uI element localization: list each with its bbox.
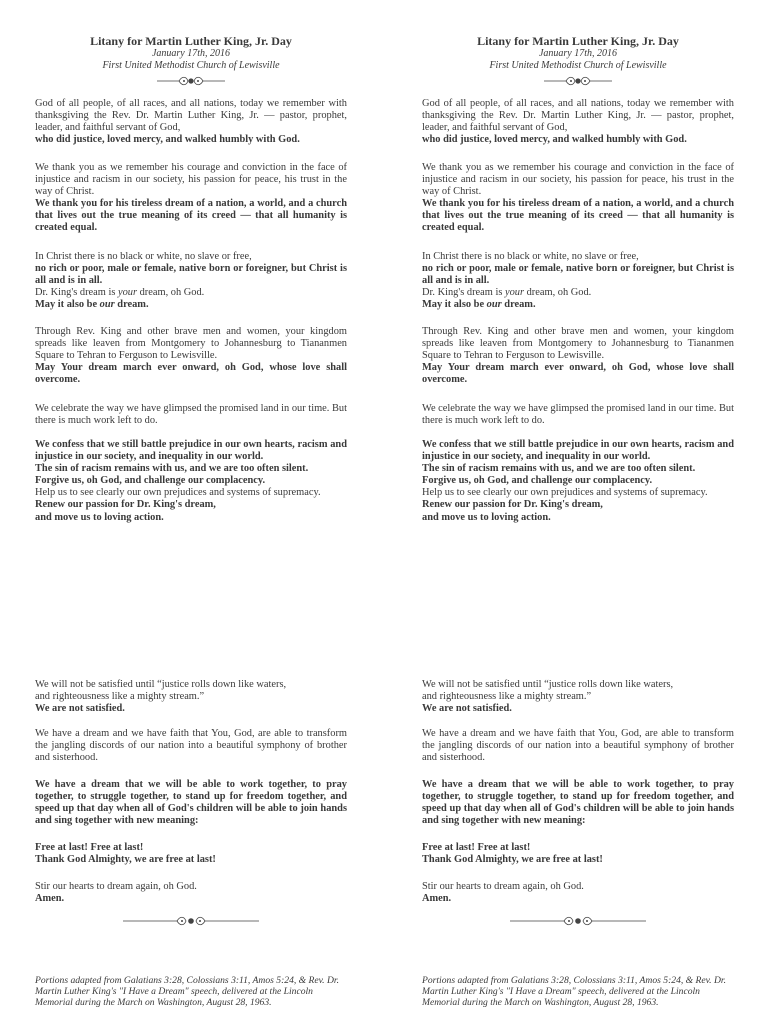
text-line: Thank God Almighty, we are free at last! bbox=[422, 854, 603, 866]
text-line: Renew our passion for Dr. King's dream, bbox=[422, 499, 603, 511]
text-line: We thank you for his tireless dream of a nation, a world, and a church that lives out the true meaning of its creed — that all humanity is created equal. bbox=[35, 198, 347, 234]
text-line: Amen. bbox=[422, 893, 452, 905]
text-line: We thank you as we remember his courage and conviction in the face of injustice and racism in our society, his passion for peace, his trust in the way of Christ. bbox=[422, 162, 734, 198]
text-line: your bbox=[117, 287, 138, 299]
paragraph-leaven bbox=[35, 326, 347, 386]
church-name: First United Methodist Church of Lewisville bbox=[489, 60, 667, 71]
text-line: no rich or poor, male or female, native born or foreigner, but Christ is all and is in all. bbox=[422, 263, 734, 287]
paragraph-thank bbox=[35, 162, 347, 235]
paragraph-in-christ bbox=[35, 251, 347, 311]
text-line: We confess that we still battle prejudice in our own hearts, racism and injustice in our society, and inequality in our world. bbox=[422, 439, 734, 463]
text-line: We celebrate the way we have glimpsed the promised land in our time. But there is much work left to do. bbox=[422, 403, 734, 427]
text-line bbox=[422, 162, 734, 235]
text-line bbox=[422, 679, 734, 715]
text-line: Renew our passion for Dr. King's dream, bbox=[35, 499, 216, 511]
paragraph-faith bbox=[422, 728, 734, 764]
text-line bbox=[35, 679, 347, 715]
text-line bbox=[422, 842, 734, 866]
service-date: January 17th, 2016 bbox=[151, 48, 231, 59]
text-line: Dr. King's dream is bbox=[35, 287, 118, 299]
text-line: no rich or poor, male or female, native born or foreigner, but Christ is all and is in all. bbox=[35, 263, 347, 287]
text-line: Through Rev. King and other brave men and women, your kingdom spreads like leaven from Montgomery to Johannesburg to Tiananmen Square to Tehran to Ferguson to Lewisville. bbox=[35, 326, 347, 362]
text-line bbox=[35, 439, 347, 524]
text-line bbox=[35, 881, 347, 905]
paragraph-thank bbox=[422, 162, 734, 235]
paragraph-dream-together bbox=[35, 779, 347, 827]
footer-ornament bbox=[422, 912, 734, 928]
text-line bbox=[35, 287, 347, 299]
text-line: and move us to loving action. bbox=[35, 511, 164, 523]
flourish-divider-icon bbox=[155, 74, 227, 88]
text-line bbox=[35, 162, 347, 235]
text-line: and move us to loving action. bbox=[422, 511, 551, 523]
text-line: In Christ there is no black or white, no slave or free, bbox=[35, 251, 252, 262]
litany-header bbox=[422, 34, 734, 88]
text-line: our bbox=[486, 299, 502, 311]
text-line: who did justice, loved mercy, and walked humbly with God. bbox=[422, 134, 687, 146]
litany-title: Litany for Martin Luther King, Jr. Day bbox=[477, 34, 679, 48]
text-line: Help us to see clearly our own prejudices and systems of supremacy. bbox=[422, 487, 708, 499]
text-line: Thank God Almighty, we are free at last! bbox=[35, 854, 216, 866]
text-line: dream, oh God. bbox=[137, 287, 205, 299]
flourish-divider-icon bbox=[542, 74, 614, 88]
paragraph-dream-together bbox=[422, 779, 734, 827]
text-line: May Your dream march ever onward, oh God, whose love shall overcome. bbox=[35, 362, 347, 386]
text-line: The sin of racism remains with us, and we are too often silent. bbox=[422, 463, 696, 475]
text-line: We are not satisfied. bbox=[422, 703, 512, 715]
text-line: We will not be satisfied until “justice rolls down like waters, bbox=[422, 679, 674, 690]
text-line: dream. bbox=[114, 299, 149, 311]
paragraph-leaven bbox=[422, 326, 734, 386]
text-line: God of all people, of all races, and all nations, today we remember with thanksgiving the Rev. Dr. Martin Luther King, Jr. — pastor, prophet, leader, and faithful servant of God, bbox=[422, 98, 734, 134]
paragraph-amen bbox=[35, 881, 347, 905]
text-line: May it also be bbox=[35, 299, 100, 311]
text-line bbox=[422, 439, 734, 524]
service-date: January 17th, 2016 bbox=[538, 48, 618, 59]
paragraph-amen bbox=[422, 881, 734, 905]
text-line: dream. bbox=[501, 299, 536, 311]
text-line: We have a dream and we have faith that You, God, are able to transform the jangling discords of our nation into a beautiful symphony of brother and sisterhood. bbox=[35, 728, 347, 764]
footer-ornament bbox=[35, 912, 347, 928]
paragraph-celebrate bbox=[35, 403, 347, 427]
flourish-divider-icon bbox=[121, 914, 261, 928]
church-name: First United Methodist Church of Lewisville bbox=[102, 60, 280, 71]
text-line: Forgive us, oh God, and challenge our complacency. bbox=[422, 475, 653, 487]
text-line: We have a dream that we will be able to work together, to pray together, to struggle together, to stand up for freedom together, and speed up that day when all of God's children will be able to join hands and sing together with new meaning: bbox=[422, 779, 734, 827]
litany-title: Litany for Martin Luther King, Jr. Day bbox=[90, 34, 292, 48]
text-line bbox=[35, 326, 347, 386]
text-line: We will not be satisfied until “justice rolls down like waters, bbox=[35, 679, 287, 690]
text-line: and righteousness like a mighty stream.” bbox=[422, 691, 592, 703]
text-line: In Christ there is no black or white, no slave or free, bbox=[422, 251, 639, 262]
text-line: We thank you as we remember his courage and conviction in the face of injustice and racism in our society, his passion for peace, his trust in the way of Christ. bbox=[35, 162, 347, 198]
paragraph-in-christ bbox=[422, 251, 734, 311]
text-line: God of all people, of all races, and all nations, today we remember with thanksgiving the Rev. Dr. Martin Luther King, Jr. — pastor, prophet, leader, and faithful servant of God, bbox=[35, 98, 347, 134]
text-line: Stir our hearts to dream again, oh God. bbox=[422, 881, 584, 892]
text-line: We celebrate the way we have glimpsed the promised land in our time. But there is much work left to do. bbox=[35, 403, 347, 427]
footnote bbox=[35, 965, 347, 1017]
text-line bbox=[35, 251, 347, 311]
text-line: Portions adapted from Galatians 3:28, Colossians 3:11, Amos 5:24, & Rev. Dr. Martin Luther King's "I Have a Dream" speech, delivered at the Lincoln Memorial during the March on Washington, August 28, 1963. bbox=[35, 974, 339, 1008]
paragraph-faith bbox=[35, 728, 347, 764]
text-line bbox=[422, 98, 734, 146]
text-line: The sin of racism remains with us, and we are too often silent. bbox=[35, 463, 309, 475]
litany-column-right bbox=[422, 0, 734, 1024]
text-line: Through Rev. King and other brave men and women, your kingdom spreads like leaven from Montgomery to Johannesburg to Tiananmen Square to Tehran to Ferguson to Lewisville. bbox=[422, 326, 734, 362]
paragraph-confess bbox=[35, 439, 347, 524]
paragraph-remember bbox=[422, 98, 734, 146]
text-line bbox=[422, 251, 734, 311]
text-line bbox=[422, 287, 734, 299]
text-line: Free at last! Free at last! bbox=[35, 842, 144, 853]
text-line: Stir our hearts to dream again, oh God. bbox=[35, 881, 197, 892]
text-line bbox=[422, 403, 734, 427]
text-line bbox=[422, 728, 734, 764]
text-line: your bbox=[504, 287, 525, 299]
text-line bbox=[35, 98, 347, 146]
litany-column-left bbox=[35, 0, 347, 1024]
text-line: May Your dream march ever onward, oh God, whose love shall overcome. bbox=[422, 362, 734, 386]
text-line bbox=[422, 326, 734, 386]
text-line: and righteousness like a mighty stream.” bbox=[35, 691, 205, 703]
paragraph-confess bbox=[422, 439, 734, 524]
text-line: We have a dream and we have faith that You, God, are able to transform the jangling discords of our nation into a beautiful symphony of brother and sisterhood. bbox=[422, 728, 734, 764]
paragraph-remember bbox=[35, 98, 347, 146]
text-line: Amen. bbox=[35, 893, 65, 905]
text-line bbox=[35, 779, 347, 827]
paragraph-satisfied bbox=[35, 679, 347, 715]
text-line: May it also be bbox=[422, 299, 487, 311]
text-line bbox=[35, 842, 347, 866]
text-line bbox=[35, 299, 347, 311]
text-line bbox=[422, 779, 734, 827]
text-line: We have a dream that we will be able to work together, to pray together, to struggle together, to stand up for freedom together, and speed up that day when all of God's children will be able to join hands and sing together with new meaning: bbox=[35, 779, 347, 827]
text-line: Free at last! Free at last! bbox=[422, 842, 531, 853]
footnote bbox=[422, 965, 734, 1017]
text-line: Forgive us, oh God, and challenge our complacency. bbox=[35, 475, 266, 487]
text-line: We confess that we still battle prejudice in our own hearts, racism and injustice in our society, and inequality in our world. bbox=[35, 439, 347, 463]
text-line bbox=[422, 881, 734, 905]
text-line bbox=[35, 728, 347, 764]
text-line: Dr. King's dream is bbox=[422, 287, 505, 299]
text-line: Portions adapted from Galatians 3:28, Colossians 3:11, Amos 5:24, & Rev. Dr. Martin Luther King's "I Have a Dream" speech, delivered at the Lincoln Memorial during the March on Washington, August 28, 1963. bbox=[422, 974, 726, 1008]
text-line: dream, oh God. bbox=[524, 287, 592, 299]
text-line bbox=[422, 299, 734, 311]
paragraph-celebrate bbox=[422, 403, 734, 427]
text-line: We thank you for his tireless dream of a nation, a world, and a church that lives out the true meaning of its creed — that all humanity is created equal. bbox=[422, 198, 734, 234]
litany-header bbox=[35, 34, 347, 88]
paragraph-free-at-last bbox=[35, 842, 347, 866]
paragraph-free-at-last bbox=[422, 842, 734, 866]
text-line: Help us to see clearly our own prejudices and systems of supremacy. bbox=[35, 487, 321, 499]
text-line bbox=[35, 403, 347, 427]
text-line: our bbox=[99, 299, 115, 311]
paragraph-satisfied bbox=[422, 679, 734, 715]
flourish-divider-icon bbox=[508, 914, 648, 928]
text-line: We are not satisfied. bbox=[35, 703, 125, 715]
text-line: who did justice, loved mercy, and walked humbly with God. bbox=[35, 134, 300, 146]
